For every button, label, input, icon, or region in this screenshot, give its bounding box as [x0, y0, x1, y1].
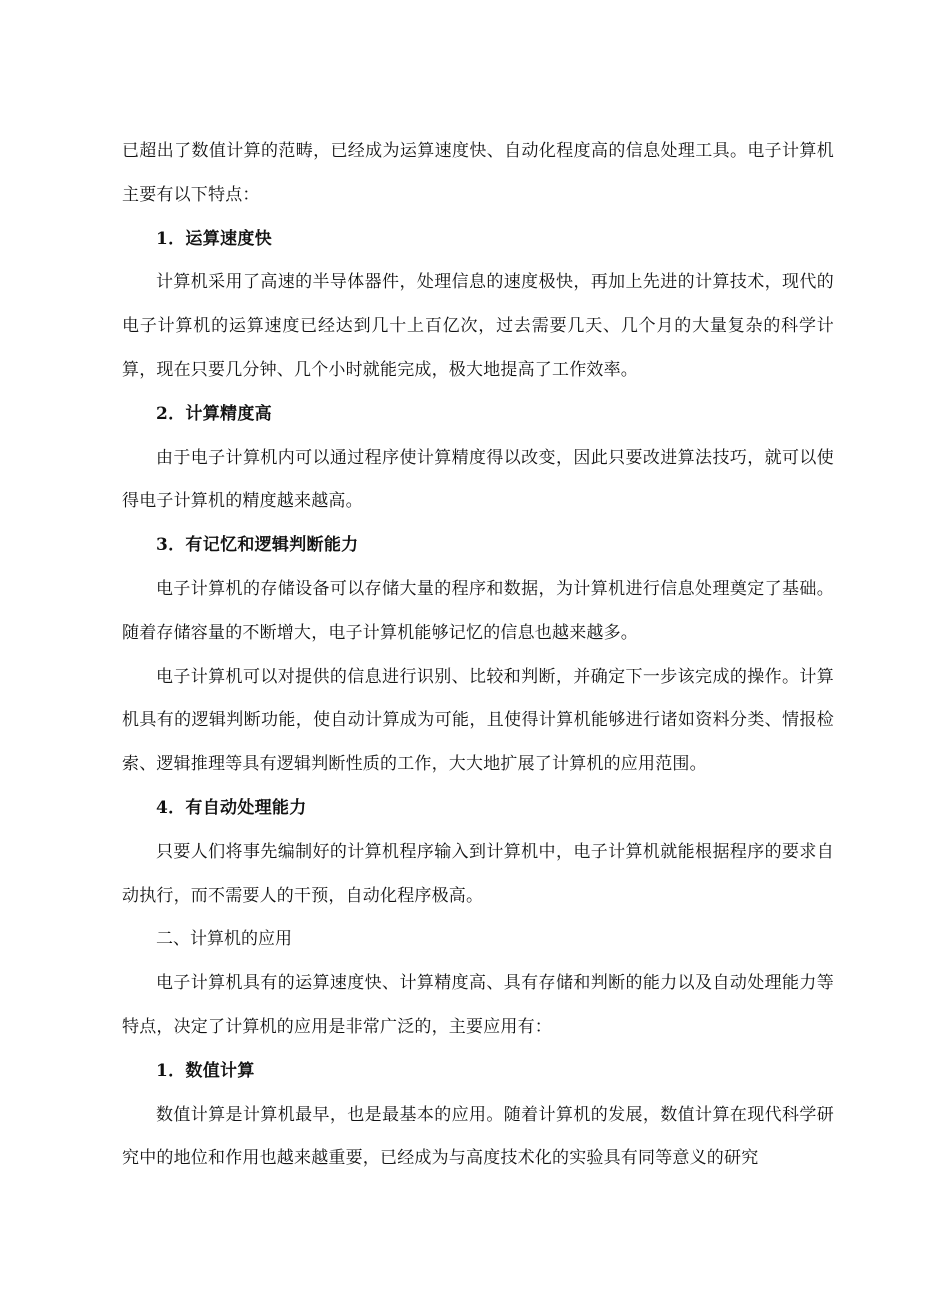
heading-numeric-computation: 1．数值计算: [156, 1060, 255, 1081]
heading-fast-speed: 1．运算速度快: [156, 228, 272, 249]
paragraph-fast-speed: 计算机采用了高速的半导体器件，处理信息的速度极快，再加上先进的计算技术，现代的电子计算机的运算速度已经达到几十上百亿次，过去需要几天、几个月的大量复杂的科学计算，现在只要几分钟、几个小时就能完成，极大地提高了工作效率。: [122, 272, 834, 380]
paragraph-numeric-computation: 数值计算是计算机最早，也是最基本的应用。随着计算机的发展，数值计算在现代科学研究中的地位和作用也越来越重要，已经成为与高度技术化的实验具有同等意义的研究: [122, 1104, 834, 1169]
paragraph-intro-continued: 已超出了数值计算的范畴，已经成为运算速度快、自动化程度高的信息处理工具。电子计算机主要有以下特点：: [122, 141, 834, 205]
paragraph-high-precision: 由于电子计算机内可以通过程序使计算精度得以改变，因此只要改进算法技巧，就可以使得电子计算机的精度越来越高。: [122, 447, 834, 512]
section-title-applications: 二、计算机的应用: [156, 929, 292, 950]
heading-memory-logic: 3．有记忆和逻辑判断能力: [156, 535, 359, 556]
heading-high-precision: 2．计算精度高: [156, 403, 272, 424]
paragraph-auto-processing: 只要人们将事先编制好的计算机程序输入到计算机中，电子计算机就能根据程序的要求自动执行，而不需要人的干预，自动化程序极高。: [122, 841, 834, 906]
document-body: [122, 130, 834, 1181]
paragraph-memory: 电子计算机的存储设备可以存储大量的程序和数据，为计算机进行信息处理奠定了基础。随着存储容量的不断增大，电子计算机能够记忆的信息也越来越多。: [122, 578, 834, 643]
paragraph-logic: 电子计算机可以对提供的信息进行识别、比较和判断，并确定下一步该完成的操作。计算机具有的逻辑判断功能，使自动计算成为可能，且使得计算机能够进行诸如资料分类、情报检索、逻辑推理等具有逻辑判断性质的工作，大大地扩展了计算机的应用范围。: [122, 666, 834, 775]
heading-auto-processing: 4．有自动处理能力: [156, 797, 307, 818]
paragraph-applications-intro: 电子计算机具有的运算速度快、计算精度高、具有存储和判断的能力以及自动处理能力等特点，决定了计算机的应用是非常广泛的，主要应用有：: [122, 973, 834, 1037]
